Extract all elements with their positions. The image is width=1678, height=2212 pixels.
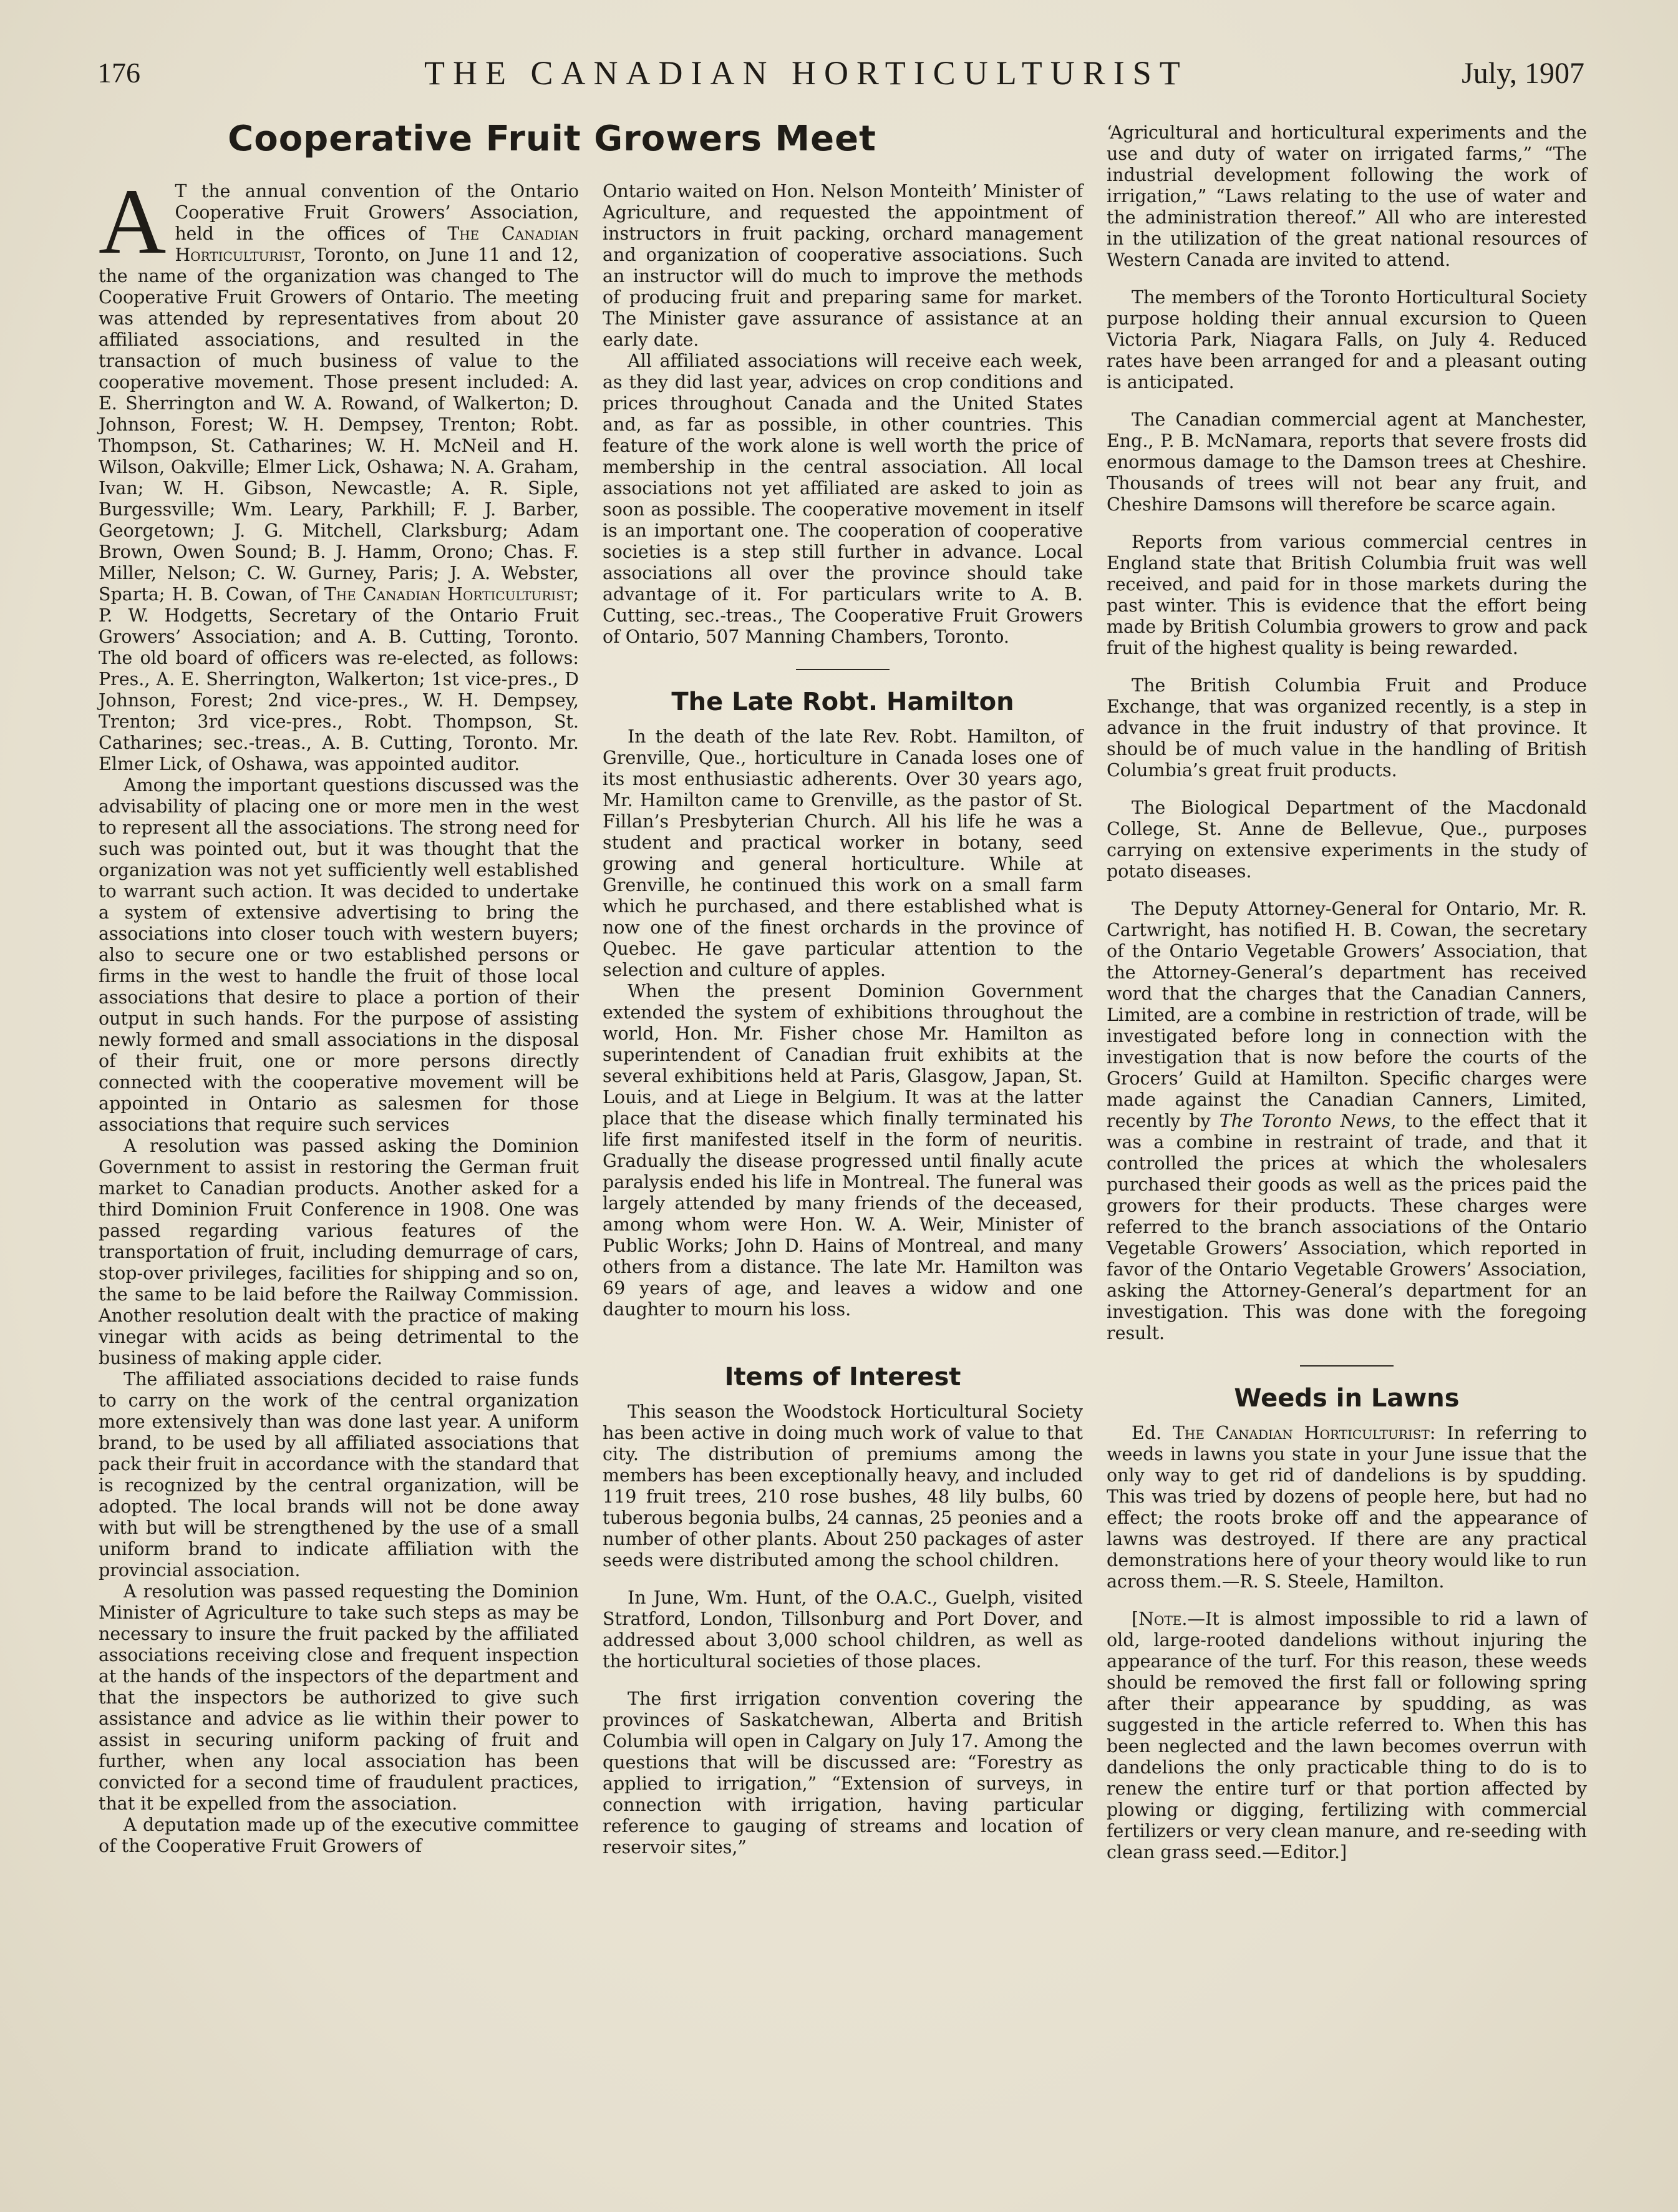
article-title-hamilton: The Late Robt. Hamilton <box>671 688 1014 716</box>
section-divider <box>1300 1365 1394 1367</box>
column-1 <box>99 170 579 1857</box>
column-3 <box>1107 122 1587 1863</box>
article-paragraph: In June, Wm. Hunt, of the O.A.C., Guelph, visited Stratford, London, Tillsonburg and Port Dover, and addressed about 3,000 school children, as well as the horticultural societies of those places. <box>603 1587 1083 1672</box>
page-number: 176 <box>97 57 140 89</box>
article-paragraph: The members of the Toronto Horticultural Society purpose holding their annual excursion to Queen Victoria Park, Niagara Falls, on July 4. Reduced rates have been arranged for and a pleasant outing is anticipated. <box>1107 287 1587 392</box>
article-paragraph: The first irrigation convention covering the provinces of Saskatchewan, Alberta and British Columbia will open in Calgary on July 17. Among the questions that will be discussed are: “Forestry as applied to irrigation,” “Extension of surveys, in connection with irrigation, having particular reference to gauging of streams and location of reservoir sites,” <box>603 1688 1083 1858</box>
article-paragraph: The Biological Department of the Macdonald College, St. Anne de Bellevue, Que., purposes carrying on extensive experiments in the study of potato diseases. <box>1107 797 1587 882</box>
article-title-cooperative: Cooperative Fruit Growers Meet <box>228 119 876 159</box>
article-paragraph: In the death of the late Rev. Robt. Hamilton, of Grenville, Que., horticulture in Canada loses one of its most enthusiastic adherents. Over 30 years ago, Mr. Hamilton came to Grenville, as the pastor of St. Fillan’s Presbyterian Church. All his life he was a student and practical worker in botany, seed growing and general horticulture. While at Grenville, he continued this work on a small farm which he purchased, and there established what is now one of the finest orchards in the province of Quebec. He gave particular attention to the selection and culture of apples. <box>603 726 1083 980</box>
article-paragraph: This season the Woodstock Horticultural Society has been active in doing much work of value to that city. The distribution of premiums among the members has been exceptionally heavy, and included 119 fruit trees, 210 rose bushes, 48 lily bulbs, 60 tuberous begonia bulbs, 24 cannas, 25 peonies and a number of other plants. About 250 packages of aster seeds were distributed among the school children. <box>603 1401 1083 1571</box>
article-paragraph: ‘Agricultural and horticultural experiments and the use and duty of water on irrigated farms,” “The industrial development following the work of irrigation,” “Laws relating to the use of water and the administration thereof.” All who are interested in the utilization of the great national resources of Western Canada are invited to attend. <box>1107 122 1587 270</box>
article-paragraph: The Canadian commercial agent at Manchester, Eng., P. B. McNamara, reports that severe frosts did enormous damage to the Damson trees at Cheshire. Thousands of trees will not bear any fruit, and Cheshire Damsons will therefore be scarce again. <box>1107 409 1587 515</box>
article-paragraph: The affiliated associations decided to raise funds to carry on the work of the central organization more extensively than was done last year. A uniform brand, to be used by all affiliated associations that pack their fruit in accordance with the standard that is recognized by the central organization, will be adopted. The local brands will not be done away with but will be strengthened by the use of a small uniform brand to indicate affiliation with the provincial association. <box>99 1369 579 1581</box>
article-paragraph: Ontario waited on Hon. Nelson Monteith’ Minister of Agriculture, and requested the appointment of instructors in fruit packing, orchard management and organization of cooperative associations. Such an instructor will do much to improve the methods of producing fruit and preparing same for market. The Minister gave assurance of assistance at an early date. <box>603 181 1083 350</box>
article-paragraph: All affiliated associations will receive each week, as they did last year, advices on crop conditions and prices throughout Canada and the United States and, as far as possible, in other countries. This feature of the work alone is well worth the price of membership in the central association. All local associations not yet affiliated are asked to join as soon as possible. The cooperative movement in itself is an important one. The cooperation of cooperative societies is a step still further in advance. Local associations all over the province should take advantage of it. For particulars write to A. B. Cutting, sec.-treas., The Cooperative Fruit Growers of Ontario, 507 Manning Chambers, Toronto. <box>603 351 1083 647</box>
article-paragraph: The Deputy Attorney-General for Ontario, Mr. R. Cartwright, has notified H. B. Cowan, the secretary of the Ontario Vegetable Growers’ Association, that the Attorney-General’s department has received word that the charges that the Canadian Canners, Limited, are a combine in restriction of trade, will be investigated before long in connection with the investigation that is now before the courts of the Grocers’ Guild at Hamilton. Specific charges were made against the Canadian Canners, Limited, recently by The Toronto News, to the effect that it was a combine in restraint of trade, and that it controlled the prices at which the wholesalers purchased their goods as well as the prices paid the growers for their products. These charges were referred to the branch associations of the Ontario Vegetable Growers’ Association, which reported in favor of the Ontario Vegetable Growers’ Association, asking the Attorney-General’s department for an investigation. This was done with the foregoing result. <box>1107 899 1587 1343</box>
drop-cap: A <box>99 170 167 273</box>
article-paragraph: A deputation made up of the executive committee of the Cooperative Fruit Growers of <box>99 1815 579 1856</box>
journal-title: THE CANADIAN HORTICULTURIST <box>424 54 1188 92</box>
column-2 <box>603 181 1083 1858</box>
section-divider <box>796 669 890 670</box>
editor-note: [Note.—It is almost impossible to rid a lawn of old, large-rooted dandelions without injuring the appearance of the turf. For this reason, these weeds should be removed the first fall or following spring after their appearance by spudding, as was suggested in the article referred to. When this has been neglected and the lawn becomes overrun with dandelions the only practicable thing to do is to renew the entire turf or that portion affected by plowing or digging, fertilizing with commercial fertilizers or very clean manure, and re-seeding with clean grass seed.—Editor.] <box>1107 1609 1587 1863</box>
issue-date: July, 1907 <box>1462 57 1584 90</box>
article-paragraph: The British Columbia Fruit and Produce Exchange, that was organized recently, is a step in advance in the fruit industry of that province. It should be of much value in the handling of British Columbia’s great fruit products. <box>1107 675 1587 781</box>
article-paragraph: When the present Dominion Government extended the system of exhibitions throughout the world, Hon. Mr. Fisher chose Mr. Hamilton as superintendent of Canadian fruit exhibits at the several exhibitions held at Paris, Glasgow, Japan, St. Louis, and at Liege in Belgium. It was at the latter place that the disease which finally terminated his life first manifested itself in the form of neuritis. Gradually the disease progressed until finally acute paralysis ended his life in Montreal. The funeral was largely attended by many friends of the deceased, among whom were Hon. W. A. Weir, Minister of Public Works; John D. Hains of Montreal, and many others from a distance. The late Mr. Hamilton was 69 years of age, and leaves a widow and one daughter to mourn his loss. <box>603 981 1083 1320</box>
running-header <box>94 49 1584 99</box>
article-paragraph: Among the important questions discussed was the advisability of placing one or more men in the west to represent all the associations. The strong need for such was pointed out, but it was thought that the organization was not yet sufficiently well established to warrant such action. It was decided to undertake a system of extensive advertising to bring the associations into closer touch with western buyers; also to secure one or two established persons or firms in the west to handle the fruit of those local associations that desire to place a portion of their output in such hands. For the purpose of assisting newly formed and small associations in the disposal of their fruit, one or more persons directly connected with the cooperative movement will be appointed in Ontario as salesmen for those associations that require such services <box>99 775 579 1135</box>
article-paragraph: Reports from various commercial centres in England state that British Columbia fruit was well received, and paid for in those markets during the past winter. This is evidence that the effort being made by British Columbia growers to grow and pack fruit of the highest quality is being rewarded. <box>1107 532 1587 658</box>
article-paragraph: A resolution was passed asking the Dominion Government to assist in restoring the German fruit market to Canadian products. Another asked for a third Dominion Fruit Conference in 1908. One was passed regarding various features of the transportation of fruit, including demurrage of cars, stop-over privileges, facilities for shipping and so on, the same to be laid before the Railway Commission. Another resolution dealt with the practice of making vinegar with acids as being detrimental to the business of making apple cider. <box>99 1136 579 1368</box>
letter-paragraph: Ed. The Canadian Horticulturist: In referring to weeds in lawns you state in your June issue that the only way to get rid of dandelions is by spudding. This was tried by dozens of people here, but had no effect; the roots broke off and the appearance of lawns was destroyed. If there are any practical demonstrations here of your theory would like to run across them.—R. S. Steele, Hamilton. <box>1107 1423 1587 1592</box>
article-title-items: Items of Interest <box>724 1363 961 1391</box>
article-title-weeds: Weeds in Lawns <box>1234 1384 1460 1413</box>
article-paragraph: A resolution was passed requesting the Dominion Minister of Agriculture to take such steps as may be necessary to insure the fruit packed by the affiliated associations receiving close and frequent inspection at the hands of the inspectors of the department and that the inspectors be authorized to give such assistance and advice as lie within their power to assist in securing uniform packing of fruit and further, when any local association has been convicted for a second time of fraudulent practices, that it be expelled from the association. <box>99 1581 579 1814</box>
article-paragraph: A T the annual convention of the Ontario Cooperative Fruit Growers’ Association, held in the offices of The Canadian Horticulturist, Toronto, on June 11 and 12, the name of the organization was changed to The Cooperative Fruit Growers of Ontario. The meeting was attended by representatives from about 20 affiliated associations, and resulted in the transaction of much business of value to the cooperative movement. Those present included: A. E. Sherrington and W. A. Rowand, of Walkerton; D. Johnson, Forest; W. H. Dempsey, Trenton; Robt. Thompson, St. Catharines; W. H. McNeil and H. Wilson, Oakville; Elmer Lick, Oshawa; N. A. Graham, Ivan; W. H. Gibson, Newcastle; A. R. Siple, Burgessville; Wm. Leary, Parkhill; F. J. Barber, Georgetown; J. G. Mitchell, Clarksburg; Adam Brown, Owen Sound; B. J. Hamm, Orono; Chas. F. Miller, Nelson; C. W. Gurney, Paris; J. A. Webster, Sparta; H. B. Cowan, of The Canadian Horticulturist; P. W. Hodgetts, Secretary of the Ontario Fruit Growers’ Association; and A. B. Cutting, Toronto. The old board of officers was re-elected, as follows: Pres., A. E. Sherrington, Walkerton; 1st vice-pres., D Johnson, Forest; 2nd vice-pres., W. H. Dempsey, Trenton; 3rd vice-pres., Robt. Thompson, St. Catharines; sec.-treas., A. B. Cutting, Toronto. Mr. Elmer Lick, of Oshawa, was appointed auditor. <box>99 170 579 774</box>
